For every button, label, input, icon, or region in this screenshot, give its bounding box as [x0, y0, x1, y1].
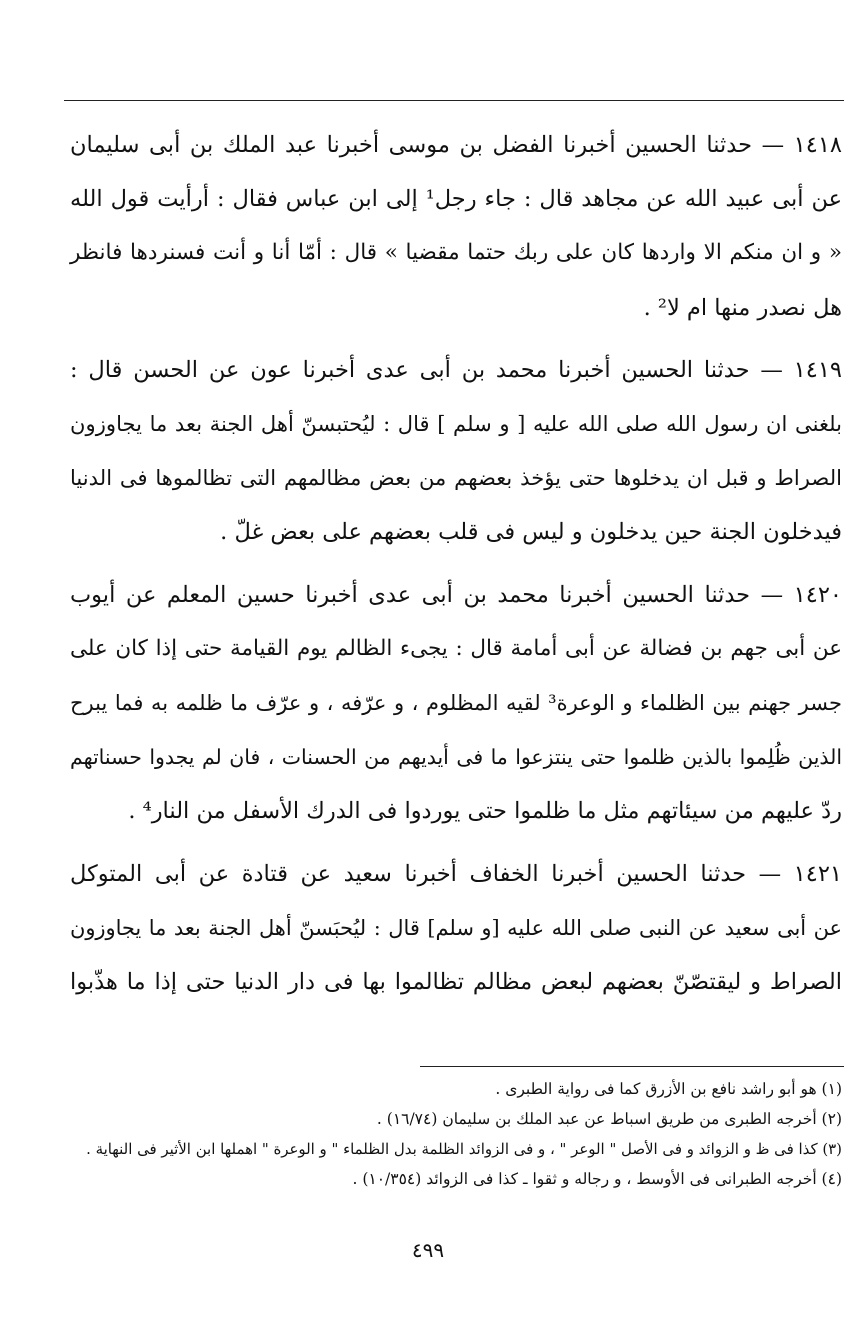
text-line: عن أبى عبيد الله عن مجاهد قال : جاء رجل¹ إلى ابن عباس فقال : أرأيت قول الله — [70, 186, 843, 213]
hadith-1419 — [70, 343, 842, 560]
text-line: ١٤٢٠ — حدثنا الحسين أخبرنا محمد بن أبى عدى أخبرنا حسين المعلم عن أيوب — [70, 581, 842, 608]
footnotes — [70, 1074, 842, 1194]
text-line: الصراط و ليقتصّنّ بعضهم لبعض مظالم تظالموا بها فى دار الدنيا حتى إذا ما هذّبوا — [70, 969, 842, 996]
footnote-3: (٣) كذا فى ظ و الزوائد و فى الأصل " الوعر " ، و فى الزوائد الظلمة بدل الظلماء " و الوعرة " اهملها ابن الأثير فى النهاية . — [86, 1140, 842, 1158]
text-line: الذين ظُلِموا بالذين ظلموا حتى ينتزعوا ما فى أيديهم من الحسنات ، فان لم يجدوا حسناتهم — [70, 745, 842, 770]
text-line: ردّ عليهم من سيئاتهم مثل ما ظلموا حتى يوردوا فى الدرك الأسفل من النار⁴ . — [128, 798, 842, 825]
text-line: هل نصدر منها ام لا² . — [643, 294, 842, 321]
footnote-rule — [420, 1066, 844, 1067]
hadith-1418 — [70, 118, 842, 335]
text-line: ١٤١٨ — حدثنا الحسين أخبرنا الفضل بن موسى أخبرنا عبد الملك بن أبى سليمان — [70, 132, 842, 158]
footnote-1: (١) هو أبو راشد نافع بن الأزرق كما فى رواية الطبرى . — [495, 1080, 842, 1098]
text-line: ١٤١٩ — حدثنا الحسين أخبرنا محمد بن أبى عدى أخبرنا عون عن الحسن قال : — [70, 356, 842, 383]
text-line: « و ان منكم الا واردها كان على ربك حتما مقضيا » قال : أمّا أنا و أنت فسنردها فانظر — [70, 240, 842, 266]
text-line: الصراط و قبل ان يدخلوها حتى يؤخذ بعضهم من بعض مظالمهم التى تظالموها فى الدنيا — [70, 465, 842, 491]
text-line: جسر جهنم بين الظلماء و الوعرة³ لقيه المظلوم ، و عرّفه ، و عرّف ما ظلمه به فما يبرح — [70, 690, 842, 716]
text-line: عن أبى سعيد عن النبى صلى الله عليه [و سلم] قال : ليُحبَسنّ أهل الجنة بعد ما يجاوزون — [70, 915, 842, 940]
hadith-1421 — [70, 847, 842, 1010]
text-line: عن أبى جهم بن فضالة عن أبى أمامة قال : يجىء الظالم يوم القيامة حتى إذا كان على — [70, 635, 842, 661]
hadith-1420 — [70, 568, 842, 839]
page-number: ٤٩٩ — [411, 1238, 445, 1262]
text-line: فيدخلون الجنة حين يدخلون و ليس فى قلب بعضهم على بعض غلّ . — [220, 519, 842, 546]
footnote-4: (٤) أخرجه الطبرانى فى الأوسط ، و رجاله و ثقوا ـ كذا فى الزوائد (١٠/٣٥٤) . — [352, 1170, 842, 1188]
top-rule — [64, 100, 844, 101]
main-text — [70, 118, 842, 1009]
text-line: بلغنى ان رسول الله صلى الله عليه [ و سلم ] قال : ليُحتبسنّ أهل الجنة بعد ما يجاوزون — [70, 411, 842, 437]
text-line: ١٤٢١ — حدثنا الحسين أخبرنا الخفاف أخبرنا سعيد عن قتادة عن أبى المتوكل — [70, 860, 842, 887]
footnote-2: (٢) أخرجه الطبرى من طريق اسباط عن عبد الملك بن سليمان (١٦/٧٤) . — [376, 1110, 842, 1128]
